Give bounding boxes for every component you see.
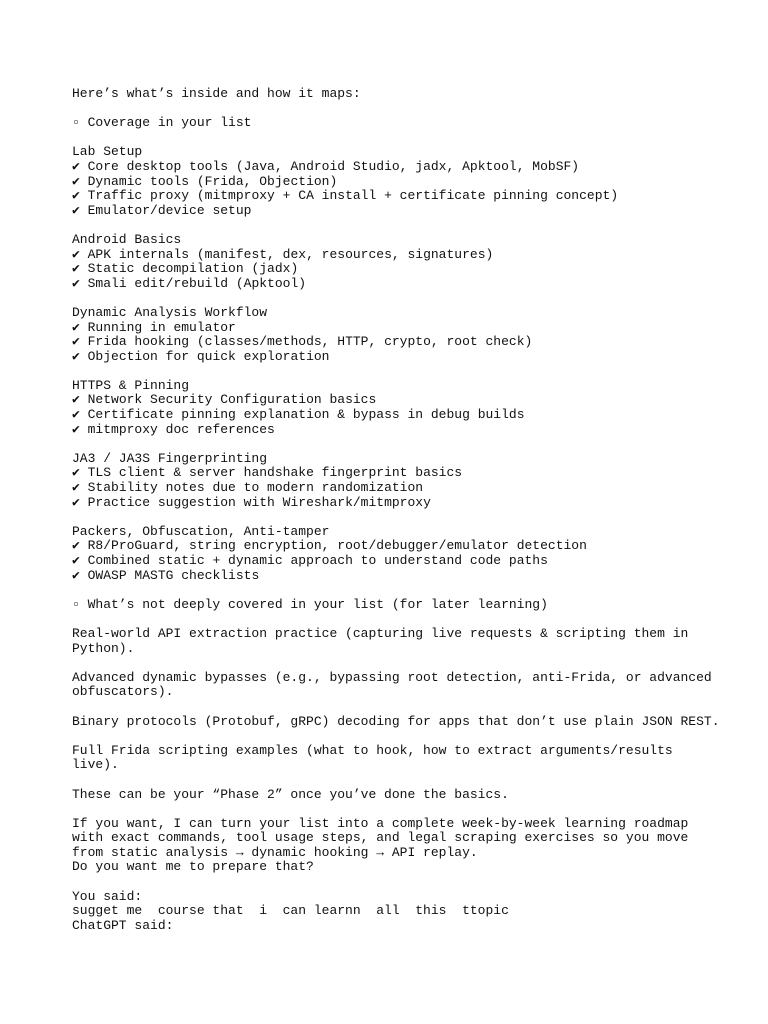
text-line: Do you want me to prepare that?: [72, 859, 314, 875]
blank-line: [72, 875, 752, 890]
text-line: ✔ Emulator/device setup: [72, 202, 252, 218]
text-line: Packers, Obfuscation, Anti-tamper: [72, 523, 330, 539]
text-line: with exact commands, tool usage steps, and legal scraping exercises so you move: [72, 830, 689, 846]
text-line: ✔ Objection for quick exploration: [72, 348, 330, 364]
text-line: ✔ Traffic proxy (mitmproxy + CA install + certificate pinning concept): [72, 188, 619, 204]
text-line: ✔ Static decompilation (jadx): [72, 261, 299, 277]
text-line: ✔ Practice suggestion with Wireshark/mitmproxy: [72, 494, 431, 510]
text-line: ▫ What’s not deeply covered in your list (for later learning): [72, 596, 548, 612]
text-line: Lab Setup: [72, 144, 143, 160]
text-line: ChatGPT said:: [72, 917, 174, 933]
text-line: ▫ Coverage in your list: [72, 115, 252, 131]
text-line: ✔ Network Security Configuration basics: [72, 392, 377, 408]
blank-line: [72, 656, 752, 671]
text-line: ✔ Frida hooking (classes/methods, HTTP, crypto, root check): [72, 334, 533, 350]
text-line: JA3 / JA3S Fingerprinting: [72, 450, 268, 466]
text-line: These can be your “Phase 2” once you’ve done the basics.: [72, 786, 509, 802]
blank-line: [72, 510, 752, 525]
blank-line: [72, 364, 752, 379]
blank-line: [72, 218, 752, 233]
blank-line: [72, 291, 752, 306]
text-line: ✔ mitmproxy doc references: [72, 421, 275, 437]
blank-line: [72, 773, 752, 788]
text-line: Real-world API extraction practice (capturing live requests & scripting them in: [72, 625, 689, 641]
text-line: Full Frida scripting examples (what to hook, how to extract arguments/results: [72, 742, 673, 758]
blank-line: [72, 102, 752, 117]
blank-line: [72, 131, 752, 146]
blank-line: [72, 612, 752, 627]
text-line: Binary protocols (Protobuf, gRPC) decoding for apps that don’t use plain JSON REST.: [72, 713, 720, 729]
text-line: ✔ APK internals (manifest, dex, resources, signatures): [72, 246, 494, 262]
text-line: ✔ OWASP MASTG checklists: [72, 567, 260, 583]
text-line: You said:: [72, 888, 143, 904]
text-line: Android Basics: [72, 231, 182, 247]
text-line: ✔ R8/ProGuard, string encryption, root/debugger/emulator detection: [72, 538, 587, 554]
text-line: Python).: [72, 640, 135, 656]
text-line: obfuscators).: [72, 684, 174, 700]
text-line: If you want, I can turn your list into a complete week-by-week learning roadmap: [72, 815, 689, 831]
text-line: sugget me course that i can learnn all this ttopic: [72, 903, 509, 919]
text-line: Dynamic Analysis Workflow: [72, 304, 268, 320]
blank-line: [72, 729, 752, 744]
text-line: live).: [72, 757, 119, 773]
document-body: [72, 87, 752, 933]
blank-line: [72, 583, 752, 598]
text-line: Advanced dynamic bypasses (e.g., bypassing root detection, anti-Frida, or advanced: [72, 669, 712, 685]
text-line: ✔ Certificate pinning explanation & bypass in debug builds: [72, 407, 525, 423]
text-line: ✔ TLS client & server handshake fingerprint basics: [72, 465, 463, 481]
blank-line: [72, 802, 752, 817]
text-line: from static analysis → dynamic hooking → API replay.: [72, 844, 478, 860]
text-line: HTTPS & Pinning: [72, 377, 190, 393]
text-line: ✔ Running in emulator: [72, 319, 236, 335]
text-line: ✔ Core desktop tools (Java, Android Studio, jadx, Apktool, MobSF): [72, 158, 580, 174]
text-line: ✔ Smali edit/rebuild (Apktool): [72, 275, 307, 291]
blank-line: [72, 700, 752, 715]
text-line: ✔ Stability notes due to modern randomization: [72, 480, 424, 496]
text-line: ✔ Dynamic tools (Frida, Objection): [72, 173, 338, 189]
blank-line: [72, 437, 752, 452]
text-line: ✔ Combined static + dynamic approach to understand code paths: [72, 553, 548, 568]
text-line: Here’s what’s inside and how it maps:: [72, 86, 361, 101]
